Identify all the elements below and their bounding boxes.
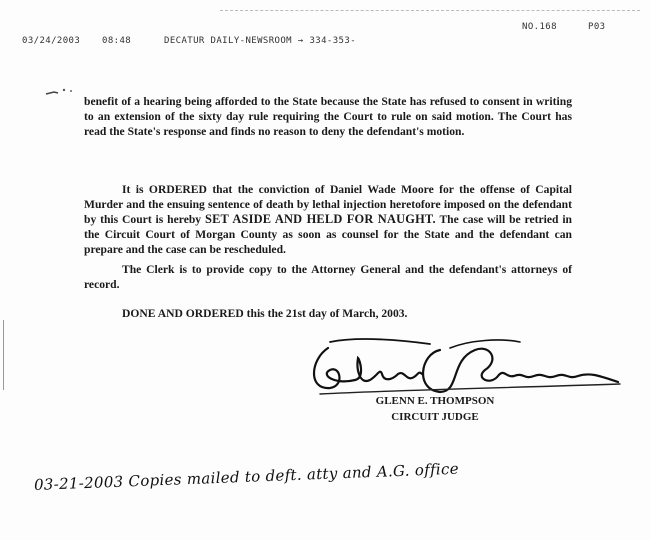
fax-time: 08:48 — [102, 36, 132, 46]
fax-number: NO.168 — [522, 22, 557, 32]
judge-name: GLENN E. THOMPSON — [375, 395, 495, 407]
order-paragraph-3: The Clerk is to provide copy to the Attorney General and the defendant's attorneys of record. — [84, 263, 572, 291]
order-paragraph-2 — [84, 182, 572, 257]
order-paragraph-2-after: The case will be retried in the Circuit Court of Morgan County as soon as counsel for the State and the defendant can prepare and the case can be rescheduled. — [84, 213, 572, 256]
set-aside-emphasis: SET ASIDE AND HELD FOR NAUGHT. — [204, 212, 436, 226]
fax-header — [22, 22, 612, 46]
judge-title: CIRCUIT JUDGE — [391, 411, 479, 423]
fax-page: P03 — [588, 22, 606, 32]
order-paragraph-1: benefit of a hearing being afforded to the State because the State has refused to consent in writing to an extension of the sixty day rule requiring the Court to rule on said motion. The Court has read the State's response and finds no reason to deny the defendant's motion. — [84, 95, 572, 138]
judge-signature — [300, 330, 630, 400]
done-and-ordered-line: DONE AND ORDERED this the 21st day of March, 2003. — [122, 307, 408, 320]
stray-mark-icon — [44, 86, 76, 98]
fax-sender: DECATUR DAILY-NEWSROOM → 334-353- — [164, 36, 357, 46]
handwritten-note: 03-21-2003 Copies mailed to deft. atty and A.G. office — [33, 459, 460, 494]
scan-edge-line — [3, 320, 4, 390]
order-paragraph-2-before: It is ORDERED that the conviction of Daniel Wade Moore for the offense of Capital Murder and the ensuing sentence of death by lethal injection heretofore imposed on the defendant by this Court is hereby — [84, 183, 572, 226]
fax-date: 03/24/2003 — [22, 36, 81, 46]
top-edge-rule — [220, 10, 640, 12]
